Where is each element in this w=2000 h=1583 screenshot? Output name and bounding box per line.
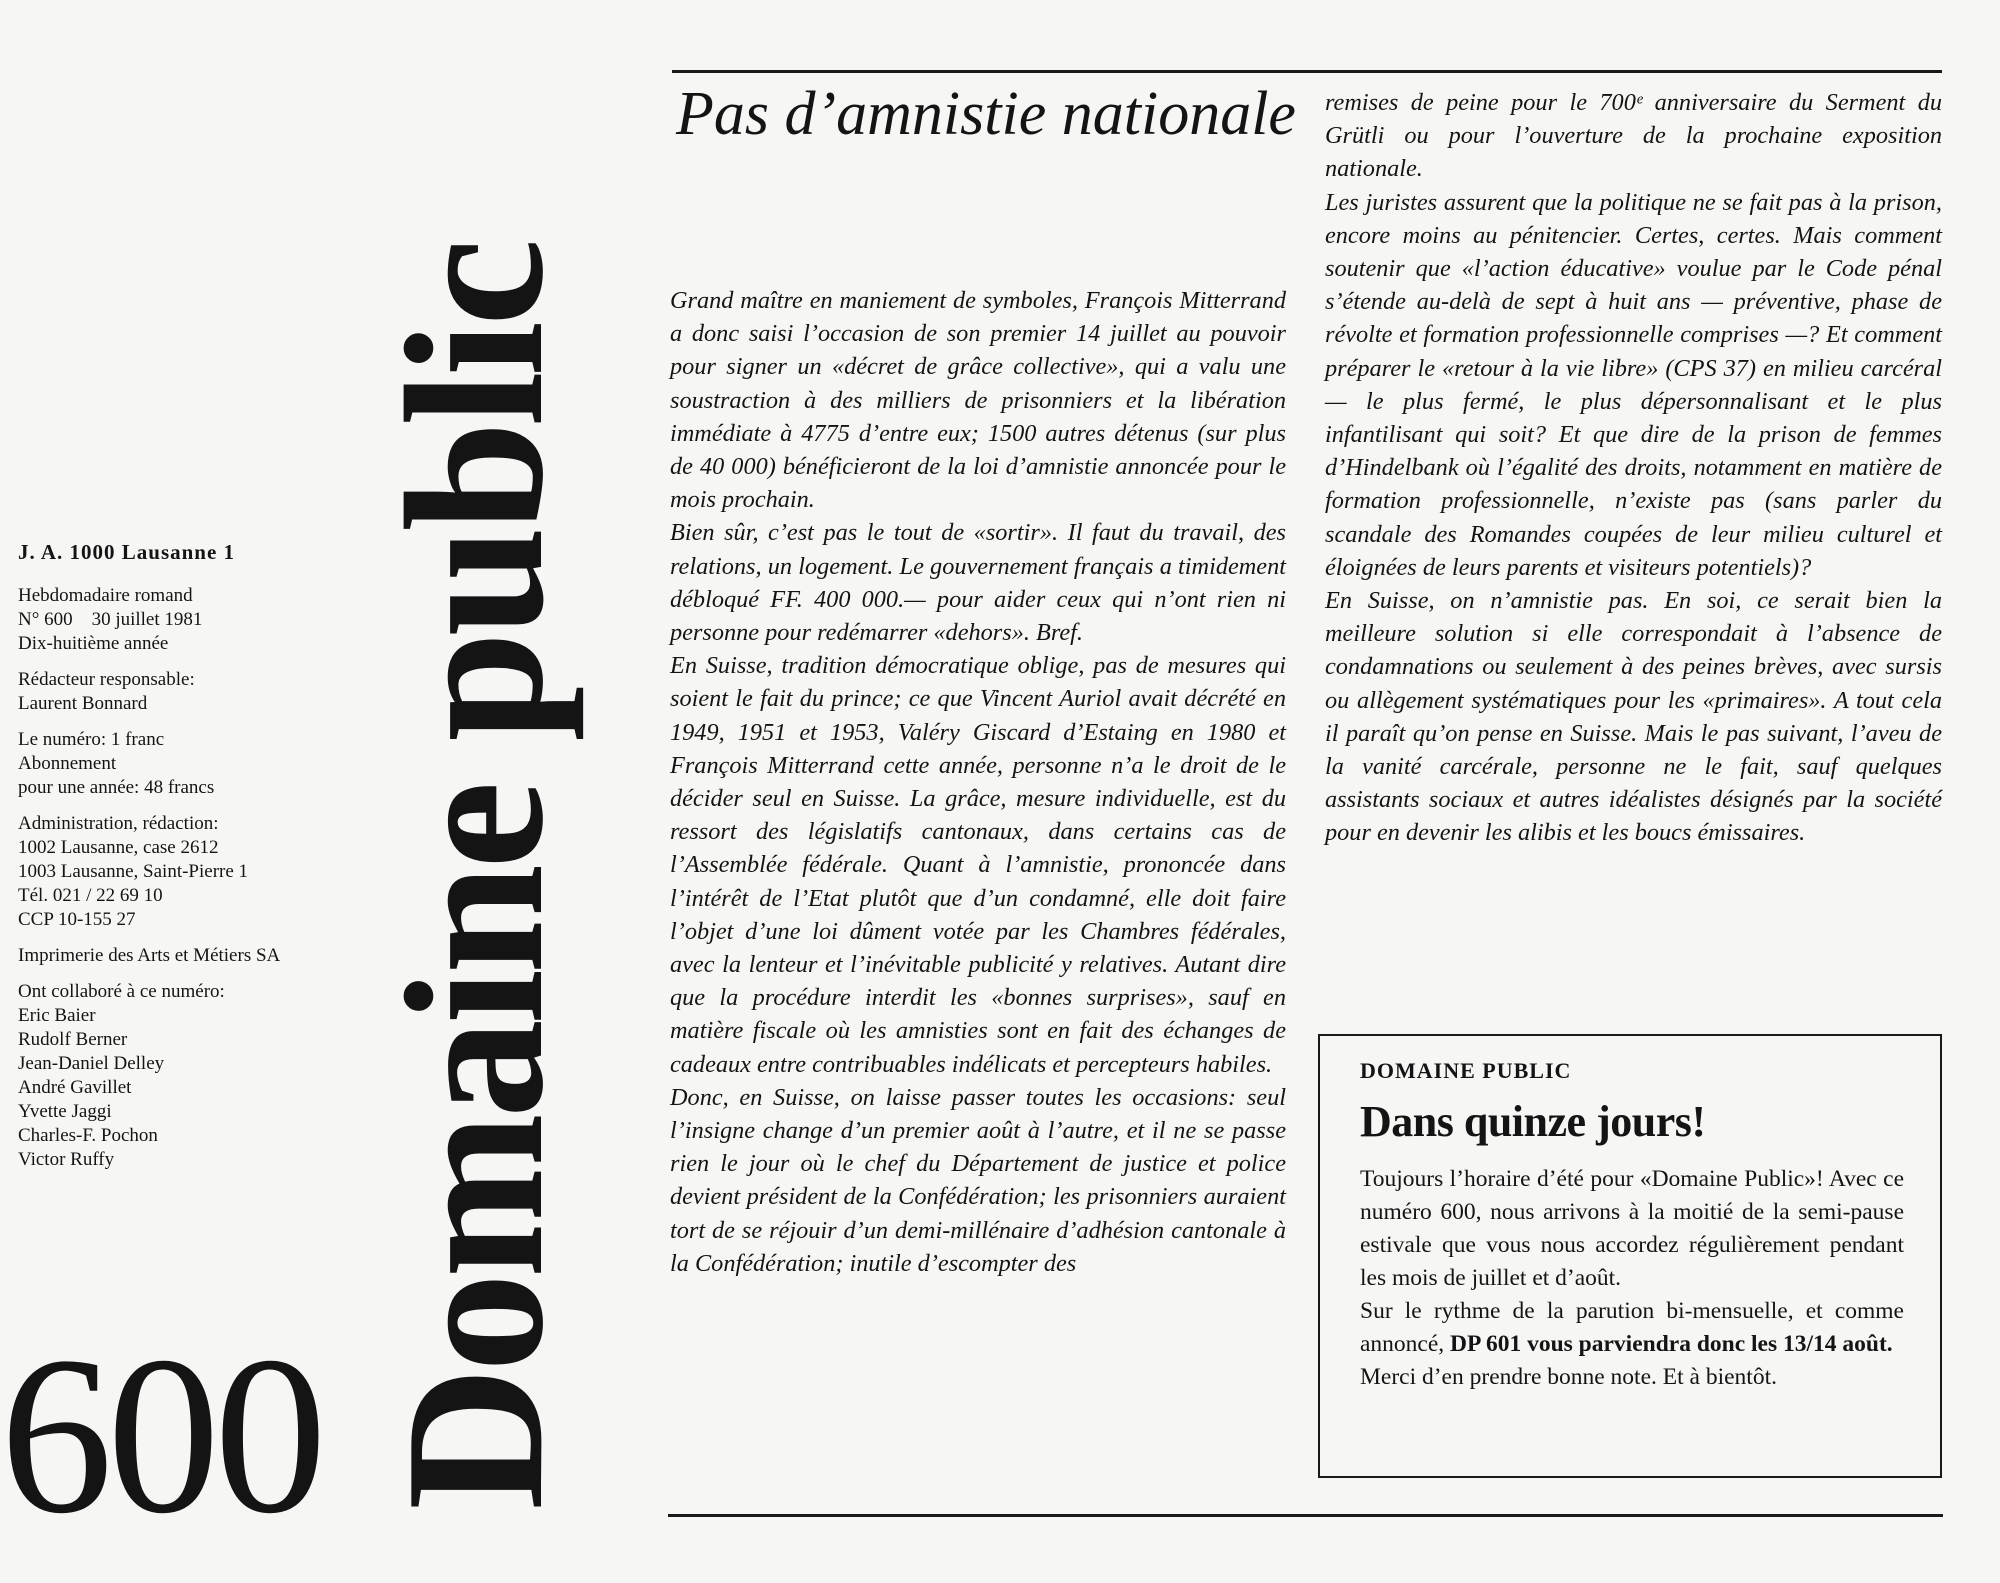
box-paragraph <box>1360 1295 1904 1361</box>
publication-info <box>18 584 378 656</box>
contributors-label: Ont collaboré à ce numéro: <box>18 981 225 1002</box>
admin-address-2: 1003 Lausanne, Saint-Pierre 1 <box>18 861 249 882</box>
article-paragraph: Les juristes assurent que la politique ne se fait pas à la prison, encore moins au pénitencier. Certes, certes. Mais comment soutenir que «l’action éducative» voulue par le Code pénal s’étende au-delà de sept à huit ans — préventive, phase de révolte et formation professionnelle comprises —? Et comment préparer le «retour à la vie libre» (CPS 37) en milieu carcéral — le plus fermé, le plus dépersonnalisant et le plus infantilisant qui soit? Et que dire de la prison de femmes d’Hindelbank où l’égalité des droits, notamment en matière de formation professionnelle, n’existe pas (sans parler du scandale des Romandes coupées de leur milieu culturel et éloignées de leurs parents et visiteurs potentiels)? <box>1325 188 1942 581</box>
admin-phone: Tél. 021 / 22 69 10 <box>18 885 163 906</box>
admin-address-1: 1002 Lausanne, case 2612 <box>18 837 219 858</box>
promo-box <box>1318 1034 1942 1478</box>
article-paragraph: Bien sûr, c’est pas le tout de «sortir». Il faut du travail, des relations, un logement. Le gouvernement français a timidement débloqué FF. 400 000.— pour aider ceux qui n’ont rien ni personne pour redémarrer «dehors». Bref. <box>670 519 1286 647</box>
contributor-name: André Gavillet <box>18 1077 132 1098</box>
article-column-right <box>1325 86 1942 850</box>
contributor-name: Jean-Daniel Delley <box>18 1053 165 1074</box>
box-highlight: DP 601 vous parviendra donc les 13/14 août. <box>1450 1331 1893 1357</box>
contributors <box>18 980 378 1172</box>
box-paragraph-text: Sur le rythme de la parution bi-mensuelle, et comme annoncé, <box>1360 1298 1904 1357</box>
article-paragraph: En Suisse, on n’amnistie pas. En soi, ce serait bien la meilleure solution si elle correspondait à l’absence de condamnations ou seulement à des peines brèves, avec sursis ou allègement systématiques pour les «primaires». A tout cela il paraît qu’on pense en Suisse. Mais le pas suivant, l’aveu de la vanité carcérale, personne ne le fait, sauf quelques assistants sociaux et autres idéalistes désignés par la société pour en devenir les alibis et les boucs émissaires. <box>1325 587 1942 847</box>
top-rule <box>672 70 1942 73</box>
printer-name: Imprimerie des Arts et Métiers SA <box>18 945 281 966</box>
price-issue: Le numéro: 1 franc <box>18 729 165 750</box>
box-paragraph: Toujours l’horaire d’été pour «Domaine Public»! Avec ce numéro 600, nous arrivons à la moitié de la semi-pause estivale que vous nous accordez régulièrement pendant les mois de juillet et d’août. <box>1360 1166 1904 1291</box>
box-title: Dans quinze jours! <box>1360 1097 1706 1146</box>
box-kicker: DOMAINE PUBLIC <box>1360 1058 1572 1083</box>
price-subscription: pour une année: 48 francs <box>18 777 215 798</box>
admin-ccp: CCP 10-155 27 <box>18 909 136 930</box>
printer-info <box>18 944 378 968</box>
sidebar <box>18 540 378 1184</box>
price-info <box>18 728 378 800</box>
article-paragraph: Donc, en Suisse, on laisse passer toutes les occasions: seul l’insigne change d’un premier août à l’autre, et il ne se passe rien le jour où le chef du Département de justice et police devient président de la Confédération; les prisonniers auraient tort de se réjouir d’un demi-millénaire d’adhésion cantonale à la Confédération; inutile d’escompter des <box>670 1083 1286 1277</box>
admin-label: Administration, rédaction: <box>18 813 219 834</box>
pub-issue-date: N° 600 30 juillet 1981 <box>18 609 203 630</box>
price-subscription-label: Abonnement <box>18 753 117 774</box>
contributor-name: Eric Baier <box>18 1005 96 1026</box>
contributor-name: Rudolf Berner <box>18 1029 128 1050</box>
pub-year: Dix-huitième année <box>18 633 169 654</box>
editor-label: Rédacteur responsable: <box>18 669 195 690</box>
pub-frequency: Hebdomadaire romand <box>18 585 193 606</box>
article-paragraph: En Suisse, tradition démocratique oblige, pas de mesures qui soient le fait du prince; ce que Vincent Auriol avait décrété en 1949, 1951 et 1953, Valéry Giscard d’Estaing en 1980 et François Mitterrand cette année, personne n’a le droit de le décider seul en Suisse. La grâce, mesure individuelle, est du ressort des législatifs cantonaux, dans certains cas de l’Assemblée fédérale. Quant à l’amnistie, prononcée dans l’intérêt de l’Etat plutôt que d’un condamné, elle doit faire l’objet d’une loi dûment votée par les Chambres fédérales, avec la lenteur et l’inévitable publicité y relatives. Autant dire que la procédure interdit les «bonnes surprises», sauf en matière fiscale où les amnisties sont en fait des échanges de cadeaux entre contribuables indélicats et percepteurs habiles. <box>670 652 1286 1078</box>
contributor-name: Charles-F. Pochon <box>18 1125 158 1146</box>
masthead-title: Domaine public <box>365 243 584 1510</box>
article-paragraph: Grand maître en maniement de symboles, François Mitterrand a donc saisi l’occasion de son premier 14 juillet au pouvoir pour signer un «décret de grâce collective», qui a valu une soustraction à des milliers de prisonniers et la libération immédiate à 4775 d’entre eux; 1500 autres détenus (sur plus de 40 000) bénéficieront de la loi d’amnistie annoncée pour le mois prochain. <box>670 287 1286 514</box>
issue-number: 600 <box>0 1310 321 1560</box>
bottom-rule <box>668 1514 1943 1517</box>
admin-info <box>18 812 378 932</box>
article-column-left <box>670 284 1286 1280</box>
editor-name: Laurent Bonnard <box>18 693 148 714</box>
contributor-name: Yvette Jaggi <box>18 1101 112 1122</box>
ja-line: J. A. 1000 Lausanne 1 <box>18 540 236 564</box>
article-paragraph: remises de peine pour le 700ᵉ anniversaire du Serment du Grütli ou pour l’ouverture de la prochaine exposition nationale. <box>1325 89 1942 183</box>
box-paragraph: Merci d’en prendre bonne note. Et à bientôt. <box>1360 1364 1777 1390</box>
contributor-name: Victor Ruffy <box>18 1149 115 1170</box>
box-body <box>1360 1163 1904 1394</box>
article-headline: Pas d’amnistie nationale <box>676 80 1296 148</box>
editor-info <box>18 668 378 716</box>
